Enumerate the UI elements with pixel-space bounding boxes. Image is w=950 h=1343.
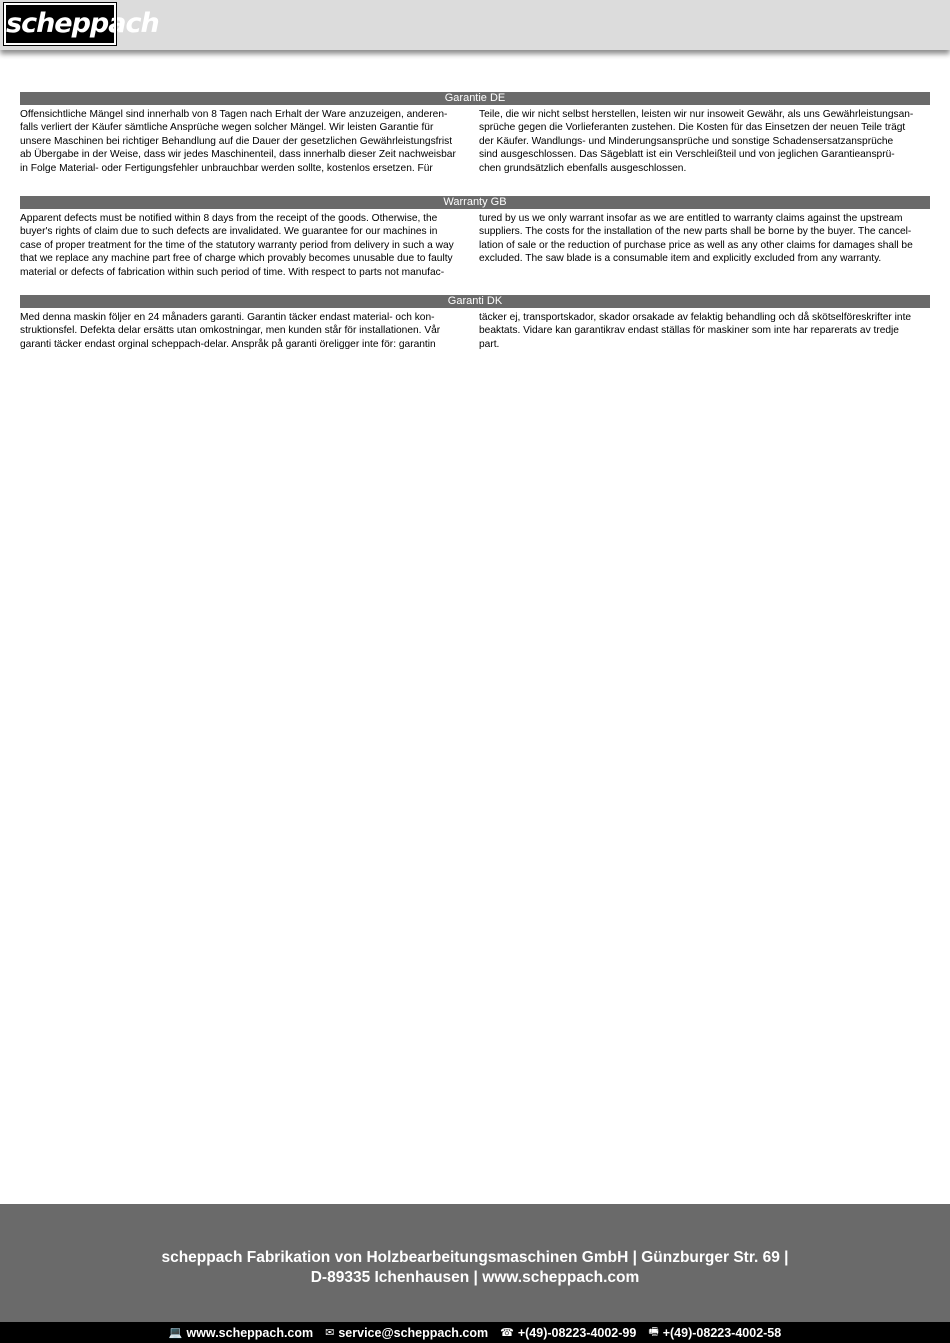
- section-warranty-gb: [20, 196, 930, 279]
- company-line-1: scheppach Fabrikation von Holzbearbeitungsmaschinen GmbH | Günzburger Str. 69 |: [161, 1249, 789, 1266]
- section-text-right: täcker ej, transportskador, skador orsakade av felaktig behandling och då skötselföreskrifter inte beaktats. Vidare kan garantikrav endast ställas för maskiner som inte har reparerats av tredje part.: [479, 312, 912, 350]
- fax-number: +(49)-08223-4002-58: [662, 1325, 782, 1340]
- section-text-left: Med denna maskin följer en 24 månaders garanti. Garantin täcker endast material- och kon- struktionsfel. Defekta delar ersätts utan omkostningar, men kunden står för installationen. Vår garanti täcker endast orginal scheppach-delar. Anspråk på garanti öreligger inte för: garantin: [20, 312, 441, 350]
- company-line-2: D-89335 Ichenhausen | www.scheppach.com: [310, 1269, 640, 1286]
- fax-icon: 🖷: [648, 1326, 659, 1338]
- section-text-right: tured by us we only warrant insofar as we are entitled to warranty claims against the upstream suppliers. The costs for the installation of the new parts shall be borne by the buyer. The cancel- lation of sale or the reduction of purchase price as well as any other claims for damages shall be excluded. The saw blade is a consumable item and explicitly excluded from any warranty.: [479, 213, 913, 265]
- web-link[interactable]: www.scheppach.com: [186, 1325, 314, 1340]
- section-garanti-dk: [20, 295, 930, 351]
- contact-phone: [500, 1326, 636, 1340]
- section-title: Warranty GB: [20, 196, 930, 209]
- page-header: [0, 0, 950, 50]
- phone-number: +(49)-08223-4002-99: [517, 1325, 637, 1340]
- computer-icon: 💻: [168, 1327, 183, 1339]
- section-title: Garanti DK: [20, 295, 930, 308]
- section-text-left: Offensichtliche Mängel sind innerhalb von 8 Tagen nach Erhalt der Ware anzuzeigen, anderen- falls verliert der Käufer sämtliche Ansprüche wegen solcher Mängel. Wir leisten Garantie für unsere Maschinen bei richtiger Behandlung auf die Dauer der gesetzlichen Gewährleistungsfrist ab Übergabe in der Weise, dass wir jedes Maschinenteil, dass innerhalb dieser Zeit nachweisbar in Folge Material- oder Fertigungsfehler unbrauchbar werden sollte, kostenlos ersetzen. Für: [20, 109, 456, 174]
- contact-web[interactable]: [169, 1326, 313, 1340]
- scheppach-logo: scheppach: [4, 3, 116, 45]
- phone-icon: ☎: [500, 1327, 514, 1339]
- company-address: [0, 1248, 950, 1288]
- section-garantie-de: [20, 92, 930, 175]
- email-link[interactable]: service@scheppach.com: [338, 1325, 489, 1340]
- contact-bar: [0, 1322, 950, 1343]
- section-text-right: Teile, die wir nicht selbst herstellen, leisten wir nur insoweit Gewähr, als uns Gewährleistungsan- sprüche gegen die Vorlieferanten zustehen. Die Kosten für das Einsetzen der neuen Teile trägt der Käufer. Wandlungs- und Minderungsansprüche und sonstige Schadensersatzansprüche sind ausgeschlossen. Das Sägeblatt ist ein Verschleißteil und von jeglichen Garantieansprü- chen grundsätzlich ebenfalls ausgeschlossen.: [479, 109, 914, 174]
- contact-fax: [648, 1323, 781, 1342]
- section-title: Garantie DE: [20, 92, 930, 105]
- page-footer: [0, 1204, 950, 1322]
- mail-icon: ✉: [325, 1327, 335, 1339]
- contact-email[interactable]: [325, 1326, 488, 1340]
- section-text-left: Apparent defects must be notified within 8 days from the receipt of the goods. Otherwise, the buyer's rights of claim due to such defects are invalidated. We guarantee for our machines in case of proper treatment for the time of the statutory warranty period from delivery in such a way that we replace any machine part free of charge which provably becomes unusable due to faulty material or defects of fabrication within such period of time. With respect to parts not manufac-: [20, 213, 454, 278]
